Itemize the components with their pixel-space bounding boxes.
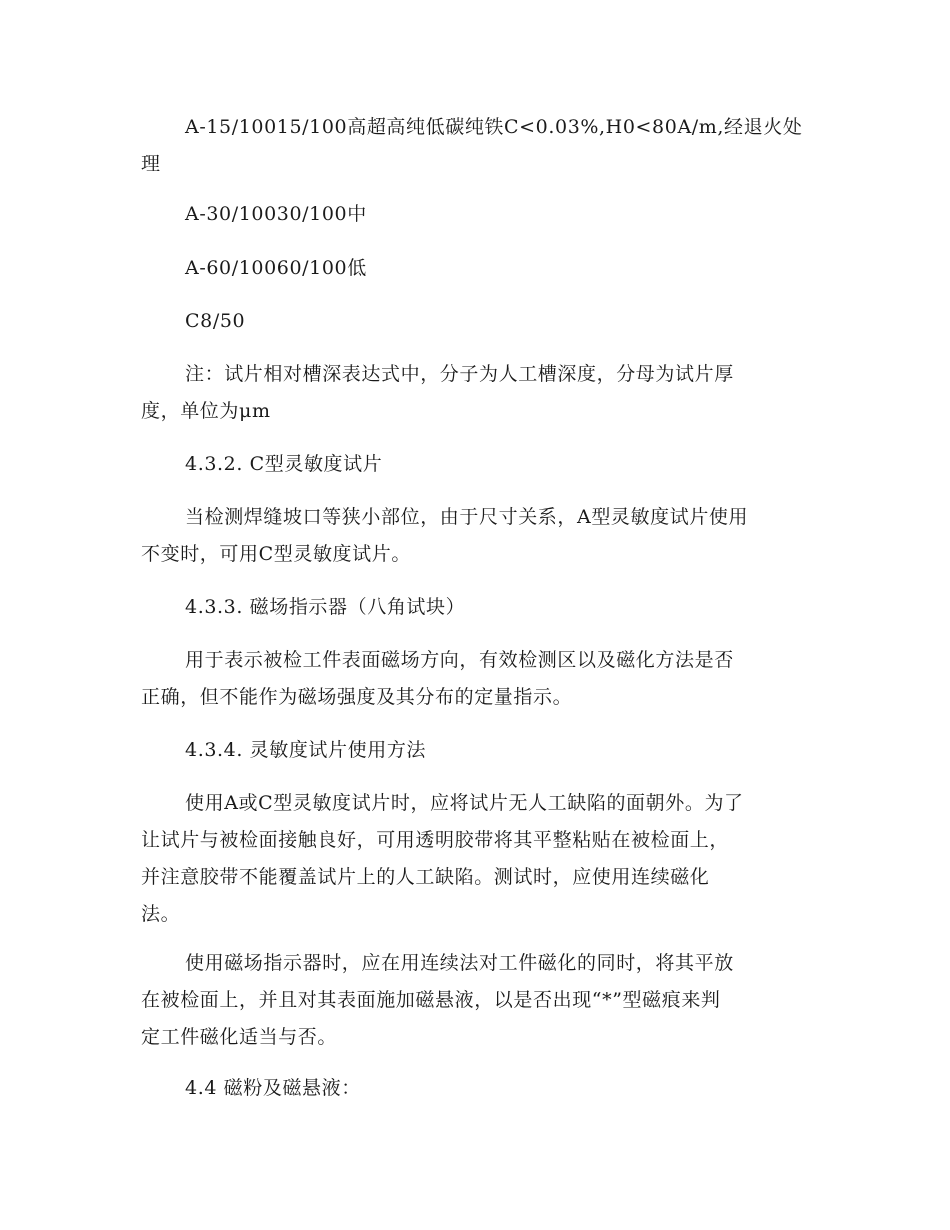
indicator-paragraph — [141, 642, 811, 716]
text-line: 注：试片相对槽深表达式中，分子为人工槽深度，分母为试片厚 — [185, 363, 734, 385]
text-line: 当检测焊缝坡口等狭小部位，由于尺寸关系，A型灵敏度试片使用 — [185, 506, 749, 528]
section-heading-4-3-4 — [141, 732, 811, 769]
spec-c8-paragraph — [141, 303, 811, 340]
spec-a15-paragraph — [141, 109, 811, 183]
section-heading-4-4 — [141, 1070, 811, 1107]
text-line: 不变时，可用C型灵敏度试片。 — [141, 543, 411, 565]
note-paragraph — [141, 356, 811, 430]
text-line: 理 — [141, 153, 161, 175]
section-heading-4-3-3 — [141, 589, 811, 626]
spec-a60-paragraph — [141, 250, 811, 287]
text-line: 用于表示被检工件表面磁场方向，有效检测区以及磁化方法是否 — [185, 649, 734, 671]
text-line: A-30/10030/100中 — [185, 203, 367, 225]
text-line: 并注意胶带不能覆盖试片上的人工缺陷。测试时，应使用连续磁化 — [141, 866, 710, 888]
text-line: 使用磁场指示器时，应在用连续法对工件磁化的同时，将其平放 — [185, 952, 734, 974]
text-line: 4.3.2. C型灵敏度试片 — [185, 453, 383, 475]
spec-a30-paragraph — [141, 196, 811, 233]
text-line: A-15/10015/100高超高纯低碳纯铁C<0.03%,H0<80A/m,经退火处 — [185, 116, 803, 138]
text-line: 使用A或C型灵敏度试片时，应将试片无人工缺陷的面朝外。为了 — [185, 792, 744, 814]
section-heading-4-3-2 — [141, 446, 811, 483]
text-line: 法。 — [141, 903, 181, 925]
text-line: A-60/10060/100低 — [185, 257, 367, 279]
text-line: C8/50 — [185, 310, 246, 332]
text-line: 度，单位为μm — [141, 400, 271, 422]
text-line: 正确，但不能作为磁场强度及其分布的定量指示。 — [141, 686, 573, 708]
usage-paragraph-1 — [141, 785, 811, 933]
text-line: 4.3.4. 灵敏度试片使用方法 — [185, 739, 427, 761]
text-line: 在被检面上，并且对其表面施加磁悬液，以是否出现“*”型磁痕来判 — [141, 989, 721, 1011]
usage-paragraph-2 — [141, 945, 811, 1056]
text-line: 4.4 磁粉及磁悬液： — [185, 1077, 361, 1099]
text-line: 让试片与被检面接触良好，可用透明胶带将其平整粘贴在被检面上， — [141, 829, 730, 851]
text-line: 4.3.3. 磁场指示器（八角试块） — [185, 596, 466, 618]
text-line: 定工件磁化适当与否。 — [141, 1026, 338, 1048]
c-type-paragraph — [141, 499, 811, 573]
